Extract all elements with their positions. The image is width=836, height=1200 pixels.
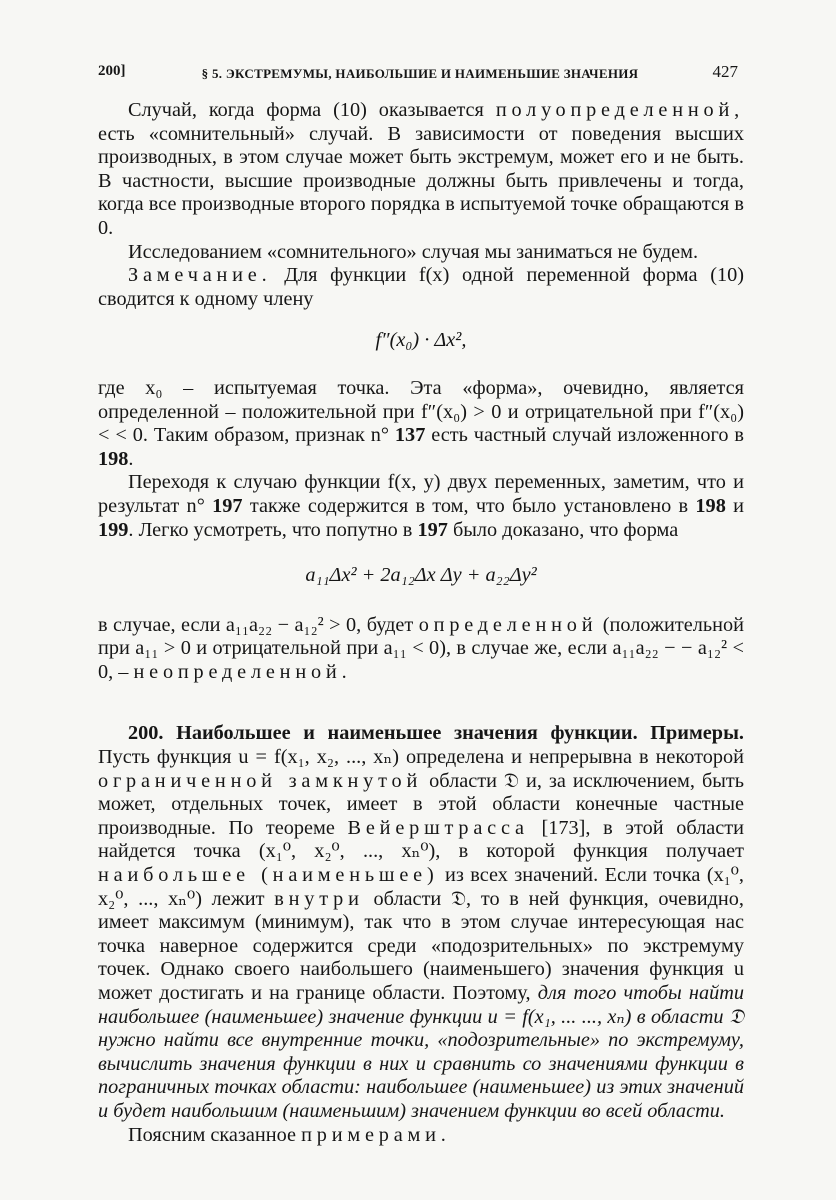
paragraph-tested-point: где x₀ – испытуемая точка. Эта «форма», очевидно, является определенной – положительной при f″(x₀) > 0 и отрицательной при f″(x₀) < < 0. Таким образом, признак n° 137 есть частный случай изложенного в 198. [98,376,744,470]
running-header [98,60,738,84]
paragraph-definiteness: в случае, если a₁₁a₂₂ − a₁₂² > 0, будет определенной (положительной при a₁₁ > 0 и отрицательной при a₁₁ < 0), в случае же, если a₁₁a₂₂ − − a₁₂² < 0, – неопределенной. [98,613,744,683]
paragraph-doubtful-case: Случай, когда форма (10) оказывается полуопределенной, есть «сомнительный» случай. В зависимости от поведения высших производных, в этом случае может быть экстремум, может его и не быть. В частности, высшие производные должны быть привлечены и тогда, когда все производные второго порядка в испытуемой точке обращаются в 0. [98,99,744,239]
section-number: 200] [98,63,126,79]
paragraph-remark: Замечание. Для функции f(x) одной переменной форма (10) сводится к одному члену [98,264,744,310]
paragraph-two-variables: Переходя к случаю функции f(x, y) двух переменных, заметим, что и результат n° 197 также содержится в том, что было установлено в 198 и 199. Легко усмотреть, что попутно в 197 было доказано, что форма [98,471,744,541]
formula-quadratic-form: a₁₁Δx² + 2a₁₂Δx Δy + a₂₂Δy² [305,564,537,587]
page-body [98,99,744,1147]
paragraph-examples: Поясним сказанное примерами. [128,1123,451,1146]
section-200: 200. Наибольшее и наименьшее значения функции. Примеры. Пусть функция u = f(x₁, x₂, ..., xₙ) определена и непрерывна в некоторой ограниченной замкнутой области 𝔇 и, за исключением, быть может, отдельных точек, имеет в этой области конечные частные производные. По теореме Вейерштрасса [173], в этой области найдется точка (x₁⁰, x₂⁰, ..., xₙ⁰), в которой функция получает наибольшее (наименьшее) из всех значений. Если точка (x₁⁰, x₂⁰, ..., xₙ⁰) лежит внутри области 𝔇, то в ней функция, очевидно, имеет максимум (минимум), так что в этом случае интересующая нас точка наверное содержится среди «подозрительных» по экстремуму точек. Однако своего наибольшего (наименьшего) значения функция u может достигать и на границе области. Поэтому, для того чтобы найти наибольшее (наименьшее) значение функции u = f(x₁, ... ..., xₙ) в области 𝔇 нужно найти все внутренние точки, «подозрительные» по экстремуму, вычислить значения функции в них и сравнить со значениями функции в пограничных точках области: наибольшее (наименьшее) из этих значений и будет наибольшим (наименьшим) значением функции во всей области. [98,722,745,1122]
section-200-heading: 200. Наибольшее и наименьшее значения функции. Примеры. [128,722,744,745]
page-number: 427 [712,62,738,81]
paragraph-no-study: Исследованием «сомнительного» случая мы заниматься не будем. [128,240,699,263]
formula-second-derivative: f″(x₀) · Δx², [375,329,467,352]
running-title: § 5. ЭКСТРЕМУМЫ, НАИБОЛЬШИЕ И НАИМЕНЬШИЕ ЗНАЧЕНИЯ [201,66,639,81]
